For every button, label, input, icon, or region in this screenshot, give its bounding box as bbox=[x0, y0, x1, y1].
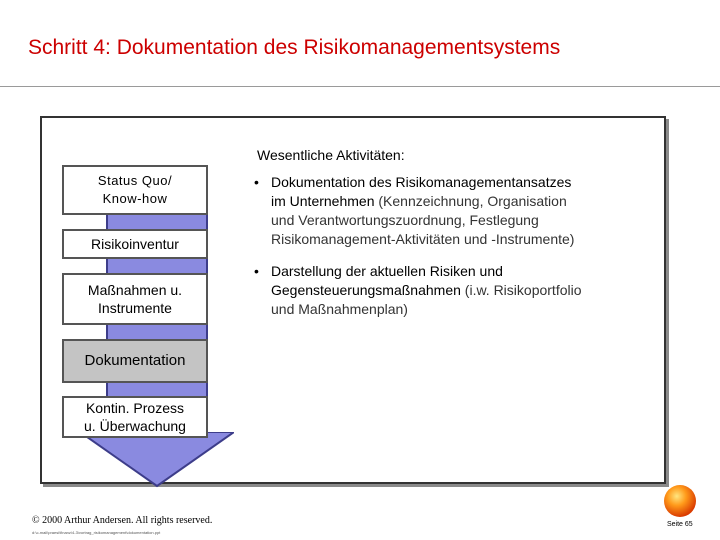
activity-item-line2-detail: (i.w. Risikoportfolio bbox=[460, 282, 582, 298]
step-status-quo-line2: Know-how bbox=[102, 191, 168, 206]
file-path: d:\c-mail\praesi\finanz\4-3\vortrag_risikomanagement\dokumentation.ppt bbox=[32, 530, 161, 535]
step-risk-inventory bbox=[62, 229, 208, 259]
step-documentation bbox=[62, 339, 208, 383]
activity-item-line2 bbox=[271, 281, 582, 300]
activity-item-line1: Dokumentation des Risikomanagementansatzes bbox=[271, 174, 572, 190]
activity-item-line2 bbox=[271, 192, 574, 211]
activity-item-line2-detail: (Kennzeichnung, Organisation bbox=[374, 193, 567, 209]
activity-item-line2-main: Gegensteuerungsmaßnahmen bbox=[271, 282, 461, 298]
step-status-quo bbox=[62, 165, 208, 215]
activity-item-line2-main: im Unternehmen bbox=[271, 193, 375, 209]
bullet-icon: • bbox=[254, 263, 259, 279]
bullet-icon: • bbox=[254, 174, 259, 190]
step-continuous-process-line1: Kontin. Prozess bbox=[85, 400, 185, 416]
activity-item-line1: Darstellung der aktuellen Risiken und bbox=[271, 263, 503, 279]
slide-title: Schritt 4: Dokumentation des Risikomanagementsystems bbox=[28, 36, 561, 59]
process-arrow-head bbox=[80, 432, 234, 488]
copyright-notice: © 2000 Arthur Andersen. All rights reserved. bbox=[32, 515, 213, 526]
activity-item-line3: und Verantwortungszuordnung, Festlegung bbox=[271, 212, 539, 228]
title-divider bbox=[0, 86, 720, 87]
activity-item-line3: und Maßnahmenplan) bbox=[271, 301, 408, 317]
step-continuous-process bbox=[62, 396, 208, 438]
step-measures-line1: Maßnahmen u. bbox=[87, 282, 183, 298]
step-measures bbox=[62, 273, 208, 325]
step-status-quo-line1: Status Quo/ bbox=[97, 173, 173, 188]
step-continuous-process-line2: u. Überwachung bbox=[84, 418, 186, 434]
step-documentation-label: Dokumentation bbox=[84, 352, 186, 369]
globe-logo-icon bbox=[663, 484, 697, 518]
activity-item-line4: Risikomanagement-Aktivitäten und -Instrumente) bbox=[271, 231, 575, 247]
step-risk-inventory-label: Risikoinventur bbox=[91, 236, 179, 252]
page-number: Seite 65 bbox=[667, 521, 693, 528]
activities-heading: Wesentliche Aktivitäten: bbox=[257, 147, 405, 163]
step-measures-line2: Instrumente bbox=[98, 300, 172, 316]
